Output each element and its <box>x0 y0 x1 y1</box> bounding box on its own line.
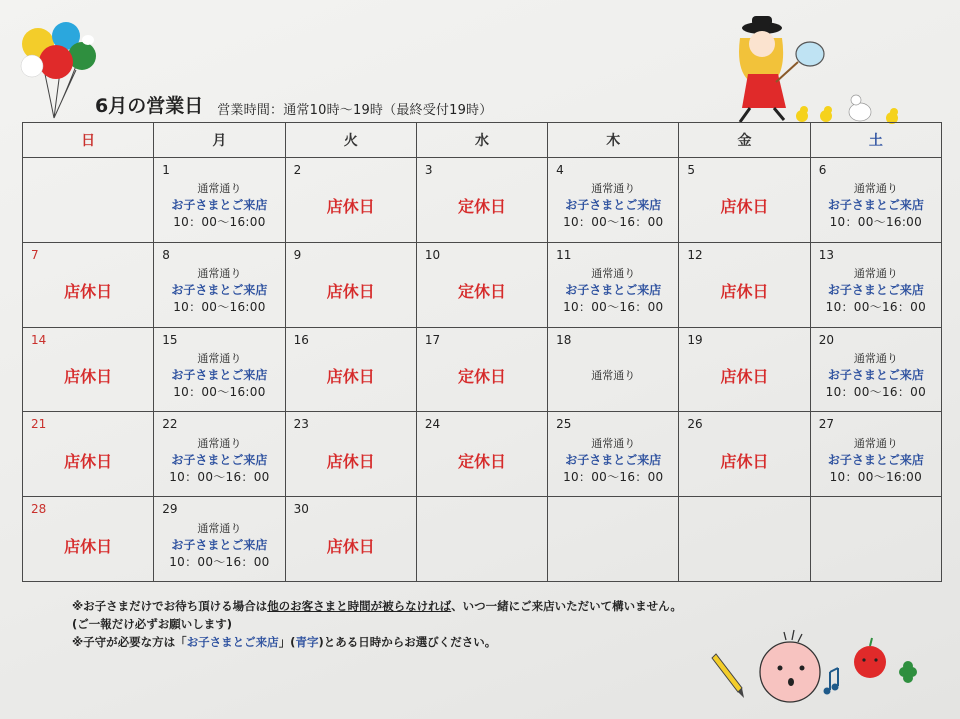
music-note-icon <box>824 668 839 695</box>
day-content <box>23 428 153 492</box>
day-content <box>23 259 153 323</box>
closed-label: 店休日 <box>720 282 769 302</box>
with-children-label: お子さまとご来店 <box>171 198 268 213</box>
calendar-week-row <box>23 497 942 582</box>
day-number: 13 <box>818 247 834 262</box>
weekday-header-row <box>23 123 942 158</box>
day-content <box>286 174 416 238</box>
day-number: 15 <box>162 332 178 347</box>
decorations <box>708 628 928 714</box>
children-hours-label: 10：00～16：00 <box>169 469 270 484</box>
calendar-day-cell <box>810 158 941 243</box>
calendar-day-cell <box>154 497 285 582</box>
closed-label: 店休日 <box>64 451 113 471</box>
day-number: 7 <box>31 247 39 262</box>
calendar-day-cell <box>416 158 547 243</box>
day-number: 21 <box>31 417 47 432</box>
page-title: 6月の営業日 <box>95 95 204 117</box>
day-number: 10 <box>424 247 441 262</box>
empty-day-cell <box>416 497 547 582</box>
calendar-day-cell <box>810 412 941 497</box>
day-content <box>154 428 284 492</box>
day-number: 14 <box>31 332 47 347</box>
calendar-day-cell <box>154 158 285 243</box>
with-children-label: お子さまとご来店 <box>565 452 662 467</box>
children-hours-label: 10：00～16:00 <box>829 469 923 484</box>
calendar-day-cell <box>548 158 679 243</box>
normal-hours-label: 通常通り <box>853 267 898 281</box>
day-number: 29 <box>162 502 178 517</box>
normal-hours-label: 通常通り <box>853 351 898 365</box>
calendar-day-cell <box>416 412 547 497</box>
note-line-1: ※お子さまだけでお待ち頂ける場合は他のお客さまと時間が被らなければ、いつ一緒にご来店いただいて構いません。 <box>72 599 682 613</box>
empty-day-cell <box>810 497 941 582</box>
day-content <box>286 428 416 492</box>
closed-label: 店休日 <box>720 451 769 471</box>
normal-hours-label: 通常通り <box>197 521 242 535</box>
calendar-day-cell <box>23 497 154 582</box>
calendar-day-cell <box>416 242 547 327</box>
children-hours-label: 10：00～16:00 <box>173 300 266 315</box>
normal-hours-label: 通常通り <box>591 436 636 450</box>
weekday-2: 火 <box>285 123 416 158</box>
children-hours-label: 10：00～16：00 <box>563 300 664 315</box>
day-content <box>811 428 941 492</box>
day-content <box>679 259 809 323</box>
children-hours-label: 10：00～16：00 <box>563 469 664 484</box>
day-content <box>286 513 416 577</box>
normal-hours-label: 通常通り <box>853 182 898 196</box>
business-hours: 営業時間：通常10時～19時（最終受付19時） <box>217 103 493 118</box>
day-content <box>548 174 678 238</box>
day-number: 9 <box>293 247 302 262</box>
day-number: 20 <box>818 332 834 347</box>
day-number: 11 <box>556 247 572 262</box>
day-content <box>154 513 284 577</box>
calendar-week-row <box>23 242 942 327</box>
calendar-day-cell <box>154 242 285 327</box>
day-number: 3 <box>424 163 433 177</box>
day-number: 1 <box>162 163 170 177</box>
day-content <box>548 428 678 492</box>
calendar-day-cell <box>23 412 154 497</box>
calendar-day-cell <box>23 242 154 327</box>
day-number: 18 <box>556 332 572 347</box>
day-content <box>548 344 678 408</box>
calendar-day-cell <box>416 327 547 412</box>
weekday-4: 木 <box>548 123 679 158</box>
day-content <box>811 344 941 408</box>
day-content <box>417 174 547 238</box>
closed-label: 店休日 <box>326 451 375 471</box>
with-children-label: お子さまとご来店 <box>827 283 924 298</box>
calendar-day-cell <box>548 412 679 497</box>
calendar-day-cell <box>810 327 941 412</box>
calendar-day-cell <box>285 327 416 412</box>
day-number: 24 <box>424 417 441 432</box>
day-content <box>154 259 284 323</box>
closed-label: 定休日 <box>457 197 506 217</box>
normal-hours-label: 通常通り <box>197 267 242 281</box>
day-content <box>679 428 809 492</box>
closed-label: 定休日 <box>457 451 506 471</box>
calendar-day-cell <box>154 412 285 497</box>
with-children-label: お子さまとご来店 <box>171 283 268 298</box>
normal-hours-label: 通常通り <box>197 351 242 365</box>
day-content <box>417 344 547 408</box>
normal-hours-label: 通常通り <box>591 182 636 196</box>
closed-label: 店休日 <box>326 197 375 217</box>
with-children-label: お子さまとご来店 <box>171 452 268 467</box>
with-children-label: お子さまとご来店 <box>565 198 662 213</box>
children-hours-label: 10：00～16:00 <box>829 215 923 230</box>
day-number: 23 <box>293 417 309 432</box>
calendar-day-cell <box>23 327 154 412</box>
closed-label: 店休日 <box>720 366 769 386</box>
calendar-day-cell <box>285 497 416 582</box>
day-number: 17 <box>424 332 441 347</box>
day-content <box>154 174 284 238</box>
day-number: 5 <box>687 163 696 177</box>
calendar-day-cell <box>285 412 416 497</box>
with-children-label: お子さまとご来店 <box>827 198 924 213</box>
calendar-day-cell <box>679 327 810 412</box>
children-hours-label: 10：00～16：00 <box>825 384 927 399</box>
children-hours-label: 10：00～16：00 <box>563 215 664 230</box>
calendar-day-cell <box>548 327 679 412</box>
calendar-week-row <box>23 158 942 243</box>
calendar-day-cell <box>679 158 810 243</box>
pencil-icon <box>712 654 744 698</box>
day-number: 8 <box>162 247 170 262</box>
footer-notes <box>72 597 682 651</box>
day-number: 2 <box>293 163 302 177</box>
day-number: 22 <box>162 417 178 432</box>
calendar-day-cell <box>679 412 810 497</box>
day-content <box>811 174 941 238</box>
calendar-day-cell <box>285 158 416 243</box>
header <box>95 88 492 118</box>
closed-label: 定休日 <box>457 282 506 302</box>
with-children-label: お子さまとご来店 <box>827 367 924 382</box>
day-number: 25 <box>556 417 572 432</box>
baby-face-icon <box>760 630 820 702</box>
calendar-table <box>22 122 942 582</box>
day-number: 19 <box>687 332 703 347</box>
closed-label: 店休日 <box>326 536 375 556</box>
calendar-day-cell <box>679 242 810 327</box>
day-content <box>679 174 809 238</box>
closed-label: 店休日 <box>64 536 113 556</box>
day-content <box>23 513 153 577</box>
calendar-week-row <box>23 412 942 497</box>
day-number: 16 <box>293 332 309 347</box>
with-children-label: お子さまとご来店 <box>171 537 268 552</box>
day-content <box>679 344 809 408</box>
closed-label: 店休日 <box>64 366 113 386</box>
day-number: 6 <box>818 163 827 177</box>
day-content <box>23 344 153 408</box>
weekday-3: 水 <box>416 123 547 158</box>
closed-label: 店休日 <box>720 197 769 217</box>
weekday-1: 月 <box>154 123 285 158</box>
day-content <box>417 259 547 323</box>
normal-hours-label: 通常通り <box>853 436 898 450</box>
closed-label: 店休日 <box>64 282 113 302</box>
day-content <box>548 259 678 323</box>
closed-label: 店休日 <box>326 366 375 386</box>
day-content <box>286 259 416 323</box>
day-content <box>286 344 416 408</box>
empty-day-cell <box>679 497 810 582</box>
children-hours-label: 10：00～16：00 <box>169 554 270 569</box>
day-number: 26 <box>687 417 703 432</box>
calendar-week-row <box>23 327 942 412</box>
calendar-day-cell <box>154 327 285 412</box>
day-number: 27 <box>818 417 834 432</box>
day-content <box>811 259 941 323</box>
weekday-0: 日 <box>23 123 154 158</box>
normal-hours-label: 通常通り <box>591 267 636 281</box>
with-children-label: お子さまとご来店 <box>827 452 924 467</box>
clover-icon <box>899 661 917 683</box>
day-number: 30 <box>293 502 309 517</box>
day-content <box>417 428 547 492</box>
calendar-day-cell <box>548 242 679 327</box>
calendar-day-cell <box>285 242 416 327</box>
note-line-3: ※子守が必要な方は「お子さまとご来店」(青字)とある日時からお選びください。 <box>72 635 497 649</box>
children-hours-label: 10：00～16:00 <box>173 215 266 230</box>
weekday-5: 金 <box>679 123 810 158</box>
children-hours-label: 10：00～16：00 <box>825 300 927 315</box>
calendar-day-cell <box>810 242 941 327</box>
with-children-label: お子さまとご来店 <box>171 367 268 382</box>
closed-label: 定休日 <box>457 366 506 386</box>
normal-hours-label: 通常通り <box>197 436 242 450</box>
with-children-label: お子さまとご来店 <box>565 283 662 298</box>
apple-icon <box>854 638 886 678</box>
empty-day-cell <box>23 158 154 243</box>
normal-hours-label: 通常通り <box>197 182 242 196</box>
day-content <box>154 344 284 408</box>
day-number: 4 <box>556 163 564 177</box>
children-hours-label: 10：00～16:00 <box>173 384 266 399</box>
normal-hours-label: 通常通り <box>591 368 636 382</box>
closed-label: 店休日 <box>326 282 375 302</box>
day-number: 28 <box>31 502 47 517</box>
note-line-2: (ご一報だけ必ずお願いします) <box>72 617 233 631</box>
day-number: 12 <box>687 247 703 262</box>
weekday-6: 土 <box>810 123 941 158</box>
empty-day-cell <box>548 497 679 582</box>
